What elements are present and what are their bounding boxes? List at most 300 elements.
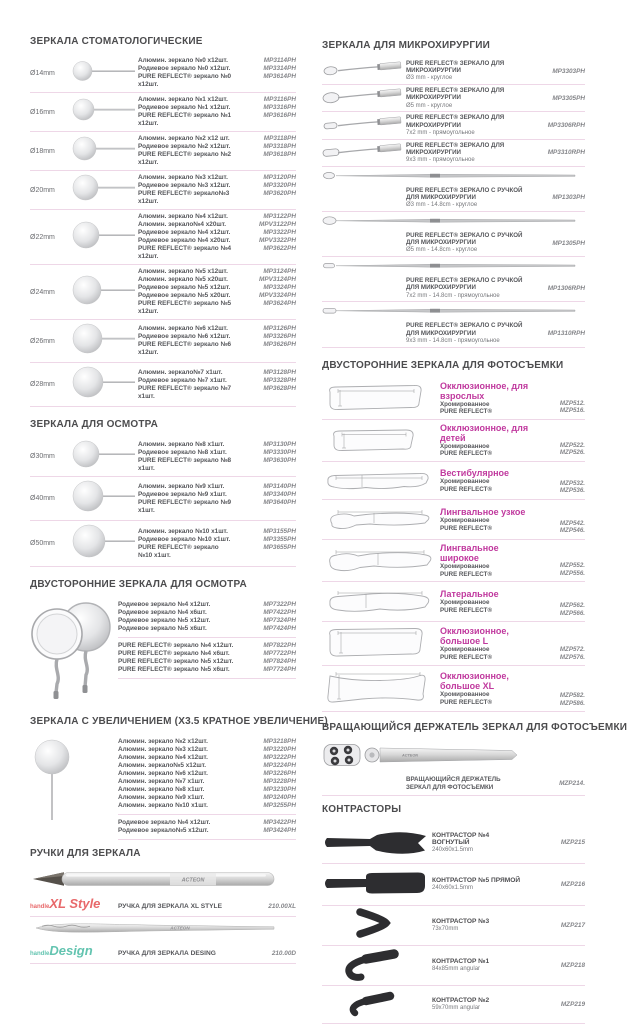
brand-small-text: handle — [30, 904, 50, 910]
product-text — [406, 232, 527, 254]
product-text — [432, 997, 527, 1012]
product-line — [118, 666, 296, 674]
product-line — [138, 377, 296, 385]
product-size: 59x70mm angular — [432, 1005, 481, 1012]
photo-mirror-shape-illustration — [322, 544, 440, 577]
product-size: Ø3 mm - круглое — [406, 75, 453, 82]
product-code: MP7324PH — [263, 617, 296, 624]
product-text — [432, 877, 527, 892]
product-code: MP3630PH — [263, 456, 296, 464]
product-line — [138, 544, 296, 560]
mirror-row — [30, 265, 296, 320]
product-name: Алюмин. зеркало №3 х12шт. — [138, 174, 228, 181]
double-sided-block — [30, 597, 296, 706]
mirror-row — [30, 132, 296, 171]
product-code-chrome: MZP562. — [559, 602, 585, 609]
product-code: MP3155PH — [263, 527, 296, 535]
handle-brand-logo — [30, 895, 118, 913]
double-mirror-illustration — [30, 597, 118, 706]
finish-chrome-label: Хромированное — [440, 516, 490, 524]
product-code: MP7824PH — [263, 658, 296, 665]
product-name: Алюмин. зеркало№5 х12шт. — [118, 762, 207, 769]
product-name: КОНТРАСТОР №2 — [432, 997, 490, 1005]
product-text — [432, 958, 527, 973]
product-line — [118, 778, 296, 786]
product-line — [138, 57, 296, 65]
product-name: PURE REFLECT® зеркало №5 х12шт. — [138, 300, 232, 315]
product-name: Латеральное — [440, 589, 499, 600]
product-name: PURE REFLECT® зеркало №4 х12шт. — [118, 642, 234, 649]
product-line — [118, 746, 296, 754]
product-code: MP1306RPH — [547, 284, 585, 292]
product-text-row — [322, 277, 585, 299]
handle-meta — [30, 895, 296, 913]
product-name: Родиевое зеркало №5 х12шт. — [138, 284, 231, 291]
product-code: MZP217 — [560, 922, 585, 930]
product-line — [138, 292, 296, 300]
product-code-pure-reflect: MZP536. — [559, 487, 585, 495]
product-name: PURE REFLECT® ЗЕРКАЛО С РУЧКОЙ ДЛЯ МИКРОХИРУРГИИ — [406, 186, 523, 202]
microsurgery-handle-row — [322, 167, 585, 212]
product-lines — [138, 57, 296, 89]
product-size: Ø5 mm - круглое — [406, 102, 453, 109]
photo-mirror-row — [322, 622, 585, 666]
microsurgery-mirror-illustration — [322, 60, 406, 82]
magnifying-block — [30, 734, 296, 840]
microsurgery-handle-row — [322, 257, 585, 302]
product-line — [138, 237, 296, 245]
photo-mirror-row — [322, 500, 585, 540]
product-name: Алюмин. зеркало №6 х12шт. — [138, 325, 228, 332]
microsurgery-rows — [322, 58, 585, 348]
photo-mirror-row — [322, 462, 585, 500]
section-title-microsurgery-mirrors: ЗЕРКАЛА ДЛЯ МИКРОХИРУРГИИ — [322, 40, 491, 51]
product-name: Алюмин. зеркало №4 х12шт. — [118, 754, 208, 761]
photo-mirror-shape-illustration — [322, 625, 440, 662]
product-name: Родиевое зеркало №5 х20шт. — [138, 292, 231, 299]
product-line — [138, 369, 296, 377]
product-line — [118, 642, 296, 650]
mirror-row — [30, 363, 296, 407]
product-codes — [533, 520, 585, 536]
product-code: MP3126PH — [263, 325, 296, 332]
microsurgery-row — [322, 112, 585, 139]
product-text — [440, 507, 533, 532]
product-name: PURE REFLECT® зеркало №5 х6шт. — [118, 666, 230, 673]
product-name: Алюмин. зеркало №10 х1шт. — [118, 802, 208, 809]
product-name: PURE REFLECT® зеркало №4 х12шт. — [138, 245, 232, 260]
product-name: Алюмин. зеркало №6 х12шт. — [118, 770, 208, 777]
finish-pure-reflect-label: PURE REFLECT® — [440, 408, 492, 416]
product-name: Алюмин. зеркало №9 х1шт. — [138, 482, 225, 490]
mirror-row — [30, 54, 296, 93]
product-text — [440, 589, 533, 614]
brand-small-text: handle — [30, 951, 50, 957]
finish-chrome-label: Хромированное — [440, 477, 490, 485]
handle-label: РУЧКА ДЛЯ ЗЕРКАЛА DESING — [118, 950, 216, 957]
product-name: Окклюзионное, для детей — [440, 422, 529, 443]
product-code: MP3422PH — [263, 819, 296, 826]
product-line — [138, 65, 296, 73]
product-line — [138, 268, 296, 276]
product-code: 210.00D — [271, 950, 296, 957]
finish-chrome-label: Хромированное — [440, 563, 490, 570]
contrastor-row — [322, 946, 585, 986]
product-name: PURE REFLECT® ЗЕРКАЛО ДЛЯ МИКРОХИРУРГИИ — [406, 87, 505, 102]
product-line — [138, 333, 296, 341]
diameter-label: Ø30mm — [30, 453, 55, 460]
product-code: MP7724PH — [263, 666, 296, 673]
product-codes — [533, 692, 585, 708]
product-code: MPV3322PH — [259, 237, 296, 244]
contrastor-row — [322, 906, 585, 946]
right-column — [322, 0, 627, 1024]
finish-pure-reflect-label: PURE REFLECT® — [440, 450, 492, 458]
rotating-holder-row — [322, 740, 585, 796]
product-code: MP7722PH — [263, 650, 296, 657]
product-codes — [533, 602, 585, 618]
photo-mirror-shape-illustration — [322, 465, 440, 496]
product-code: MP3303PH — [552, 67, 585, 75]
product-line — [138, 73, 296, 89]
product-name: PURE REFLECT® ЗЕРКАЛО ДЛЯ МИКРОХИРУРГИИ — [406, 114, 505, 129]
product-line — [118, 827, 296, 835]
product-code: MP3116PH — [263, 96, 296, 103]
finish-chrome-label: Хромированное — [440, 442, 490, 450]
product-lines — [138, 213, 296, 261]
product-code: MP3228PH — [263, 778, 296, 785]
product-name: Алюмин. зеркало №4 х12шт. — [138, 213, 228, 220]
product-code: MP3340PH — [263, 490, 296, 498]
handle-brand-logo — [30, 942, 118, 960]
product-code: MP1303PH — [552, 194, 585, 202]
diameter-label: Ø50mm — [30, 540, 55, 547]
microsurgery-row — [322, 140, 585, 167]
microsurgery-mirror-illustration — [322, 87, 406, 109]
product-group — [118, 734, 296, 815]
mirror-head-illustration — [72, 174, 138, 206]
product-size: 73x70mm — [432, 926, 459, 933]
product-size: Ø5 mm - 14.8cm - круглое — [406, 247, 478, 254]
product-line — [138, 96, 296, 104]
section-title-inspection-mirrors: ЗЕРКАЛА ДЛЯ ОСМОТРА — [30, 419, 159, 430]
mirror-head-illustration — [72, 524, 138, 563]
product-code-pure-reflect: MZP526. — [559, 449, 585, 457]
product-group — [118, 638, 296, 679]
product-code: MP1310RPH — [547, 330, 585, 338]
section-title-rotating-holder: ВРАЩАЮЩИЙСЯ ДЕРЖАТЕЛЬ ЗЕРКАЛ ДЛЯ ФОТОСЪЕМКИ — [322, 722, 627, 734]
contrastor-illustration — [322, 988, 432, 1021]
product-name: Родиевое зеркало №4 х12шт. — [118, 819, 211, 826]
svg-text:ACTEON: ACTEON — [170, 925, 190, 931]
magnifying-mirror-groups — [118, 734, 296, 840]
product-code: MZP216 — [560, 881, 585, 889]
contrastor-rows — [322, 822, 585, 1024]
product-name: PURE REFLECT® зеркало №6 х12шт. — [138, 341, 232, 356]
product-size: 9х3 mm - 14.8cm - прямоугольное — [406, 337, 500, 344]
finish-pure-reflect-label: PURE REFLECT® — [440, 570, 492, 578]
product-code: MP3226PH — [263, 770, 296, 777]
product-text — [406, 277, 527, 299]
product-code: MP3224PH — [263, 762, 296, 769]
product-line — [138, 528, 296, 536]
product-line — [118, 794, 296, 802]
microsurgery-row — [322, 85, 585, 112]
product-name: Алюмин. зеркало №9 х1шт. — [118, 794, 205, 801]
diameter-label: Ø20mm — [30, 186, 55, 194]
product-name: ВРАЩАЮЩИЙСЯ ДЕРЖАТЕЛЬ ЗЕРКАЛ ДЛЯ ФОТОСЪЕМКИ — [406, 776, 501, 791]
diameter-label: Ø18mm — [30, 147, 55, 155]
product-codes — [533, 442, 585, 458]
product-name: Алюмин. зеркало №8 х1шт. — [138, 440, 225, 448]
product-name: Вестибулярное — [440, 467, 510, 478]
product-code: MP3328PH — [263, 376, 296, 384]
photo-mirror-shape-illustration — [322, 424, 440, 457]
product-name: Алюмин. зеркало№7 х1шт. — [138, 368, 223, 376]
product-name: PURE REFLECT® зеркало №1 х12шт. — [138, 112, 232, 127]
finish-chrome-label: Хромированное — [440, 646, 490, 654]
product-code: MP7322PH — [263, 601, 296, 608]
product-code: MP3140PH — [263, 482, 296, 490]
product-name: Родиевое зеркало №4 х20шт. — [138, 237, 231, 244]
product-name: Алюмин. зеркало№4 х20шт. — [138, 221, 227, 228]
product-line — [138, 325, 296, 333]
product-name: Алюмин. зеркало №2 х12шт. — [118, 738, 208, 745]
photo-mirror-row — [322, 378, 585, 420]
section-title-contrastors: КОНТРАСТОРЫ — [322, 804, 402, 816]
handle-illustration — [30, 920, 296, 941]
product-lines — [138, 268, 296, 316]
product-code-chrome: MZP542. — [559, 519, 585, 527]
microsurgery-mirror-illustration — [322, 115, 406, 137]
photo-mirror-shape-illustration — [322, 503, 440, 536]
product-line — [138, 174, 296, 182]
product-line — [138, 385, 296, 401]
svg-text:ACTEON: ACTEON — [181, 877, 205, 884]
product-code: MP3128PH — [263, 368, 296, 376]
product-name: Родиевое зеркало №5 х6шт. — [118, 625, 207, 632]
handle-meta — [30, 942, 296, 960]
product-name: PURE REFLECT® зеркало №9 х1шт. — [138, 498, 232, 514]
product-text — [440, 671, 533, 706]
product-name: PURE REFLECT® зеркало №2 х12шт. — [138, 151, 232, 166]
product-line — [138, 190, 296, 206]
double-mirror-groups — [118, 597, 296, 679]
section-title-dental-mirrors: ЗЕРКАЛА СТОМАТОЛОГИЧЕСКИЕ — [30, 36, 203, 47]
finish-pure-reflect-label: PURE REFLECT® — [440, 524, 492, 532]
product-code: MP3240PH — [263, 794, 296, 801]
product-code: MP3640PH — [263, 498, 296, 506]
product-code: MP3220PH — [263, 746, 296, 753]
product-name: Алюмин. зеркало №7 х1шт. — [118, 778, 205, 785]
product-code: MP3306RPH — [547, 122, 585, 129]
product-codes — [533, 562, 585, 578]
product-name: Алюмин. зеркало №3 х12шт. — [118, 746, 208, 753]
product-name: Родиевое зеркало №3 х12шт. — [138, 182, 231, 189]
mirror-row — [30, 477, 296, 521]
product-text — [406, 142, 527, 164]
product-code-chrome: MZP572. — [559, 646, 585, 653]
product-codes — [533, 646, 585, 662]
mirror-head-illustration — [72, 480, 138, 517]
finish-chrome-label: Хромированное — [440, 599, 490, 607]
microsurgery-rod-illustration — [322, 213, 585, 231]
product-name: Родиевое зеркало №8 х1шт. — [138, 448, 227, 456]
handle-row — [30, 866, 296, 917]
photo-mirror-row — [322, 540, 585, 582]
product-text — [440, 626, 533, 661]
product-code: MP3114PH — [263, 57, 296, 64]
mirror-row — [30, 320, 296, 363]
handle-label: РУЧКА ДЛЯ ЗЕРКАЛА XL STYLE — [118, 903, 222, 910]
product-line — [138, 135, 296, 143]
product-name: PURE REFLECT® ЗЕРКАЛО С РУЧКОЙ ДЛЯ МИКРОХИРУРГИИ — [406, 232, 523, 247]
product-code: MP7424PH — [263, 625, 296, 632]
product-code: MP7422PH — [263, 609, 296, 616]
product-code: MZP215 — [560, 839, 585, 847]
product-codes — [533, 480, 585, 496]
mirror-head-illustration — [72, 60, 138, 87]
product-line — [138, 221, 296, 229]
product-text — [406, 60, 527, 82]
product-size: 240x60x1.5mm — [432, 885, 474, 892]
microsurgery-row — [322, 58, 585, 85]
product-code: MP3124PH — [263, 268, 296, 275]
product-line — [138, 449, 296, 457]
product-line — [118, 762, 296, 770]
product-code: MPV3124PH — [259, 276, 296, 283]
product-name: Родиевое зеркало №5 х12шт. — [118, 617, 211, 624]
product-code: MP3305PH — [552, 94, 585, 102]
product-code: MP7822PH — [263, 642, 296, 649]
finish-chrome-label: Хромированное — [440, 400, 490, 408]
contrastor-illustration — [322, 948, 432, 983]
product-code-chrome: MZP582. — [559, 692, 585, 699]
mirror-head-illustration — [72, 98, 138, 126]
product-line — [138, 441, 296, 449]
product-line — [118, 802, 296, 810]
product-name: Родиевое зеркало №7 х1шт. — [138, 376, 227, 384]
product-codes — [533, 400, 585, 416]
mirror-head-illustration — [72, 275, 138, 310]
product-line — [118, 658, 296, 666]
product-code: MP1305PH — [552, 239, 585, 247]
product-code: MZP214. — [559, 780, 585, 788]
diameter-label: Ø40mm — [30, 495, 55, 502]
product-name: КОНТРАСТОР №3 — [432, 918, 490, 926]
product-name: Алюмин. зеркало №5 х20шт. — [138, 276, 228, 283]
product-line — [118, 819, 296, 827]
product-code: MP3218PH — [263, 738, 296, 745]
product-line — [118, 738, 296, 746]
product-name: PURE REFLECT® зеркало №4 х6шт. — [118, 650, 230, 657]
brand-big-text: Design — [49, 943, 93, 958]
product-line — [118, 617, 296, 625]
magnifying-mirror-illustration — [30, 734, 118, 827]
product-line — [138, 499, 296, 515]
contrastor-illustration — [322, 824, 432, 861]
product-line — [138, 151, 296, 167]
product-text — [440, 381, 533, 416]
product-code-chrome: MZP522. — [559, 441, 585, 449]
contrastor-illustration — [322, 908, 432, 943]
product-text — [432, 832, 527, 855]
product-name: PURE REFLECT® зеркало №7 х1шт. — [138, 384, 232, 400]
product-name: Алюмин. зеркало №0 х12шт. — [138, 57, 228, 64]
product-name: Лингвальное широкое — [440, 543, 499, 563]
product-code: MP3620PH — [263, 190, 296, 197]
product-name: Родиевое зеркало №4 х6шт. — [118, 609, 207, 616]
product-name: PURE REFLECT® зеркало №0 х12шт. — [138, 73, 232, 88]
product-name: Родиевое зеркало№5 х12шт. — [118, 827, 209, 834]
product-text — [440, 423, 533, 458]
product-name: PURE REFLECT® ЗЕРКАЛО ДЛЯ МИКРОХИРУРГИИ — [406, 60, 505, 75]
section-title-double-sided-mirrors: ДВУСТОРОННИЕ ЗЕРКАЛА ДЛЯ ОСМОТРА — [30, 579, 247, 590]
product-name: PURE REFLECT® зеркало№3 х12шт. — [138, 190, 230, 205]
photo-mirror-shape-illustration — [322, 585, 440, 618]
product-code: MP3322PH — [263, 229, 296, 236]
contrastor-row — [322, 864, 585, 906]
section-title-photo-mirrors: ДВУСТОРОННИЕ ЗЕРКАЛА ДЛЯ ФОТОСЪЕМКИ — [322, 359, 564, 371]
mirror-head-illustration — [72, 440, 138, 473]
product-code: MP3624PH — [263, 300, 296, 307]
mirror-row — [30, 521, 296, 567]
product-code: MP3118PH — [263, 135, 296, 142]
product-line — [118, 650, 296, 658]
product-code-pure-reflect: MZP546. — [559, 527, 585, 535]
finish-pure-reflect-label: PURE REFLECT® — [440, 698, 492, 706]
product-code: MP3626PH — [263, 341, 296, 348]
microsurgery-rod-illustration — [322, 258, 585, 276]
product-line — [118, 786, 296, 794]
product-name: КОНТРАСТОР №4 ВОГНУТЫЙ — [432, 831, 490, 847]
product-text — [406, 114, 527, 136]
microsurgery-rod-illustration — [322, 168, 585, 186]
product-line — [138, 112, 296, 128]
product-name: Родиевое зеркало №1 х12шт. — [138, 104, 231, 111]
photo-mirror-row — [322, 420, 585, 462]
microsurgery-handle-row — [322, 212, 585, 257]
product-line — [138, 457, 296, 473]
product-code: MPV3324PH — [259, 292, 296, 299]
microsurgery-rod-illustration — [322, 303, 585, 321]
product-line — [138, 483, 296, 491]
product-text — [406, 187, 527, 209]
product-name: Родиевое зеркало №0 х12шт. — [138, 65, 231, 72]
product-code: MPV3122PH — [259, 221, 296, 228]
mirror-row — [30, 210, 296, 265]
product-code: MP3655PH — [263, 543, 296, 551]
product-code: MZP219 — [560, 1001, 585, 1009]
product-line — [138, 229, 296, 237]
handle-rows — [30, 866, 296, 964]
handle-row — [30, 917, 296, 964]
mirror-head-illustration — [72, 221, 138, 254]
photo-mirror-row — [322, 582, 585, 622]
product-name: Окклюзионное, большое XL — [440, 671, 509, 692]
microsurgery-handle-row — [322, 302, 585, 347]
product-text — [440, 468, 533, 493]
product-code: MP3310RPH — [547, 149, 585, 157]
product-lines — [138, 483, 296, 515]
product-code: MP3614PH — [263, 73, 296, 80]
product-size: 240x60x1.5mm — [432, 847, 474, 854]
mirror-row — [30, 437, 296, 477]
product-code: MZP218 — [560, 962, 585, 970]
product-name: PURE REFLECT® ЗЕРКАЛО С РУЧКОЙ ДЛЯ МИКРОХИРУРГИИ — [406, 277, 523, 292]
product-code: MP3255PH — [263, 802, 296, 809]
product-code-pure-reflect: MZP556. — [559, 569, 585, 577]
